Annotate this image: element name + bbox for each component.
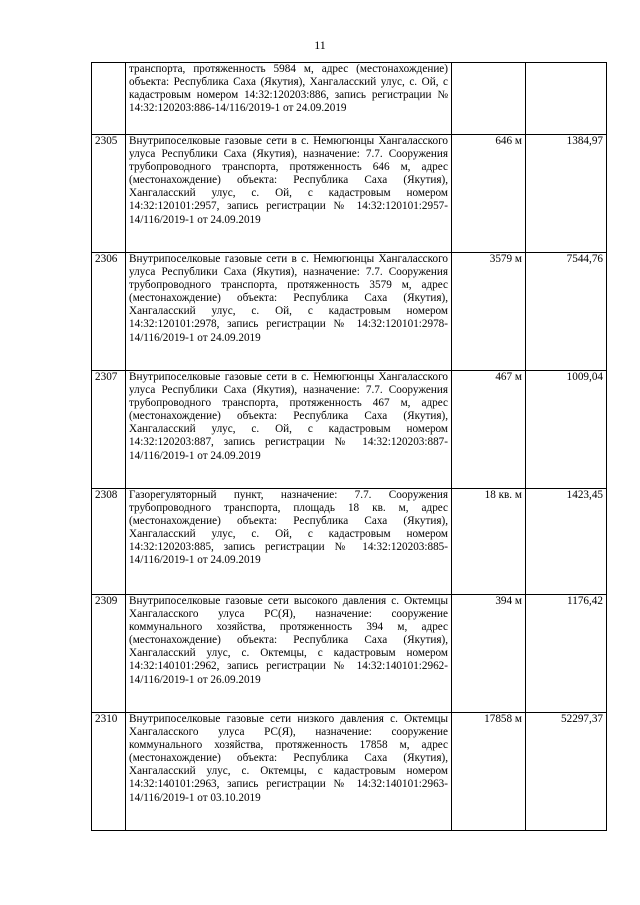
object-size: 467 м [452, 371, 526, 489]
row-number: 2305 [92, 135, 126, 253]
object-value: 52297,37 [526, 713, 607, 831]
object-size: 17858 м [452, 713, 526, 831]
object-description: Внутрипоселковые газовые сети высокого давления с. Октемцы Хангаласского улуса РС(Я), назначение: сооружение коммунального хозяйства, протяженность 394 м, адрес (местонахождение) объекта: Республика Саха (Якутия), Хангаласский улус, с. Октемцы, с кадастровым номером 14:32:140101:2962, запись регистрации № 14:32:140101:2962-14/116/2019-1 от 26.09.2019 [126, 595, 452, 713]
table-row [92, 489, 607, 595]
object-value: 1423,45 [526, 489, 607, 595]
row-number [92, 63, 126, 135]
object-size: 18 кв. м [452, 489, 526, 595]
table-row [92, 595, 607, 713]
property-registry-table [91, 62, 607, 831]
table-row [92, 63, 607, 135]
table-row [92, 713, 607, 831]
object-description: Газорегуляторный пункт, назначение: 7.7. Сооружения трубопроводного транспорта, площадь 18 кв. м, адрес (местонахождение) объекта: Республика Саха (Якутия), Хангаласский улус, с. Ой, с кадастровым номером 14:32:120203:885, запись регистрации № 14:32:120203:885-14/116/2019-1 от 24.09.2019 [126, 489, 452, 595]
object-size [452, 63, 526, 135]
row-number: 2310 [92, 713, 126, 831]
table-row [92, 253, 607, 371]
row-number: 2307 [92, 371, 126, 489]
object-value [526, 63, 607, 135]
object-value: 1009,04 [526, 371, 607, 489]
object-value: 1176,42 [526, 595, 607, 713]
page-number: 11 [314, 38, 326, 52]
row-number: 2308 [92, 489, 126, 595]
object-description: Внутрипоселковые газовые сети в с. Немюгюнцы Хангаласского улуса Республики Саха (Якутия), назначение: 7.7. Сооружения трубопроводного транспорта, протяженность 3579 м, адрес (местонахождение) объекта: Республика Саха (Якутия), Хангаласский улус, с. Ой, с кадастровым номером 14:32:120101:2978, запись регистрации № 14:32:120101:2978-14/116/2019-1 от 24.09.2019 [126, 253, 452, 371]
object-value: 1384,97 [526, 135, 607, 253]
table-row [92, 135, 607, 253]
object-description: Внутрипоселковые газовые сети в с. Немюгюнцы Хангаласского улуса Республики Саха (Якутия), назначение: 7.7. Сооружения трубопроводного транспорта, протяженность 646 м, адрес (местонахождение) объекта: Республика Саха (Якутия), Хангаласский улус, с. Ой, с кадастровым номером 14:32:120101:2957, запись регистрации № 14:32:120101:2957-14/116/2019-1 от 24.09.2019 [126, 135, 452, 253]
object-value: 7544,76 [526, 253, 607, 371]
row-number: 2309 [92, 595, 126, 713]
object-description: Внутрипоселковые газовые сети низкого давления с. Октемцы Хангаласского улуса РС(Я), назначение: сооружение коммунального хозяйства, протяженность 17858 м, адрес (местонахождение) объекта: Республика Саха (Якутия), Хангаласский улус, с. Октемцы, с кадастровым номером 14:32:140101:2963, запись регистрации № 14:32:140101:2963-14/116/2019-1 от 03.10.2019 [126, 713, 452, 831]
object-description: Внутрипоселковые газовые сети в с. Немюгюнцы Хангаласского улуса Республики Саха (Якутия), назначение: 7.7. Сооружения трубопроводного транспорта, протяженность 467 м, адрес (местонахождение) объекта: Республика Саха (Якутия), Хангаласский улус, с. Ой, с кадастровым номером 14:32:120203:887, запись регистрации № 14:32:120203:887-14/116/2019-1 от 24.09.2019 [126, 371, 452, 489]
object-size: 3579 м [452, 253, 526, 371]
object-size: 646 м [452, 135, 526, 253]
table-row [92, 371, 607, 489]
object-description: транспорта, протяженность 5984 м, адрес (местонахождение) объекта: Республика Саха (Якутия), Хангаласский улус, с. Ой, с кадастровым номером 14:32:120203:886, запись регистрации № 14:32:120203:886-14/116/2019-1 от 24.09.2019 [126, 63, 452, 135]
object-size: 394 м [452, 595, 526, 713]
row-number: 2306 [92, 253, 126, 371]
